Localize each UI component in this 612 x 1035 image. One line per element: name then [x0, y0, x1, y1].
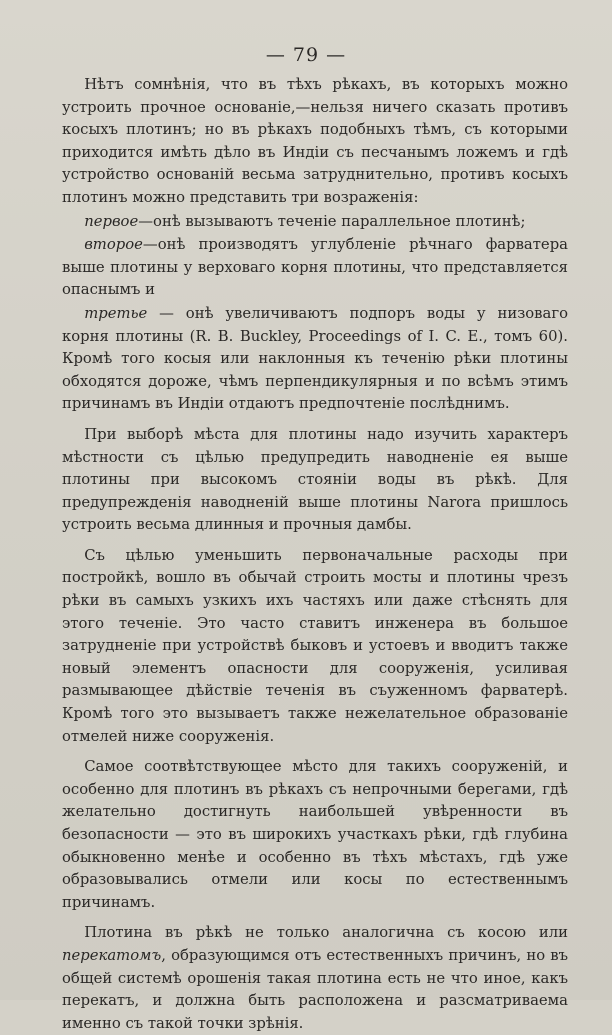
objection-first-text: —онѣ вызываютъ теченіе параллельное плотинѣ; [138, 212, 526, 230]
objection-third-text: — онѣ увеличиваютъ подпоръ воды у низоваго корня плотины (R. B. Buckley, Proceedings of I. C. E., томъ 60). Кромѣ того косыя или наклонныя къ теченію рѣки плотины обходятся дороже, чѣмъ перпендикулярныя и по всѣмъ этимъ причинамъ въ Индіи отдаютъ предпочтеніе послѣднимъ. [62, 304, 568, 413]
paragraph-site-selection [62, 424, 568, 537]
paragraph-narrow-channels-text: Съ цѣлью уменьшить первоначальные расходы при постройкѣ, вошло въ обычай строить мосты и плотины чрезъ рѣки въ самыхъ узкихъ ихъ частяхъ или даже стѣснять для этого теченіе. Это часто ставитъ инженера въ большое затрудненіе при устройствѣ быковъ и устоевъ и вводитъ также новый элементъ опасности для сооруженія, усиливая размывающее дѣйствіе теченія въ съуженномъ фарватерѣ. Кромѣ того это вызываетъ также нежелательное образованіе отмелей ниже сооруженія. [62, 546, 568, 745]
paragraph-dam-analogy-text: Плотина въ рѣкѣ не только аналогична съ косою или [84, 924, 568, 942]
body-text [62, 74, 568, 1035]
objection-third-label: третье [84, 304, 148, 322]
objection-second [62, 234, 568, 302]
paragraph-best-location [62, 756, 568, 914]
paragraph-best-location-text: Самое соотвѣтствующее мѣсто для такихъ сооруженій, и особенно для плотинъ въ рѣкахъ съ непрочными берегами, гдѣ желательно достигнуть наибольшей увѣренности въ безопасности — это въ широкихъ участкахъ рѣки, гдѣ глубина обыкновенно менѣе и особенно въ тѣхъ мѣстахъ, гдѣ уже образовывались отмели или косы по естественнымъ причинамъ. [62, 758, 568, 911]
objection-first [62, 211, 568, 234]
paragraph-1 [62, 74, 568, 210]
paragraph-narrow-channels [62, 545, 568, 748]
paragraph-site-selection-text: При выборѣ мѣста для плотины надо изучить характеръ мѣстности съ цѣлью предупредить наводненіе ея выше плотины при высокомъ стояніи воды въ рѣкѣ. Для предупрежденія наводненій выше плотины Narora пришлось устроить весьма длинныя и прочныя дамбы. [62, 425, 568, 534]
objection-third [62, 303, 568, 416]
objection-second-label: второе [84, 236, 143, 254]
paragraph-dam-analogy-italic: перекатомъ [62, 946, 162, 964]
objection-second-text: —онѣ производятъ углубленіе рѣчнаго фарватера выше плотины у верховаго корня плотины, что представляется опаснымъ и [62, 236, 568, 299]
objection-first-label: первое [84, 212, 139, 230]
paragraph-dam-analogy [62, 922, 568, 1035]
page-number: — 79 — [265, 44, 347, 66]
paragraph-1-text: Нѣтъ сомнѣнія, что въ тѣхъ рѣкахъ, въ которыхъ можно устроить прочное основаніе,—нельзя ничего сказать противъ косыхъ плотинъ; но въ рѣкахъ подобныхъ тѣмъ, съ которыми приходится имѣть дѣло въ Индіи съ песчанымъ ложемъ и гдѣ устройство основаній весьма затруднительно, противъ косыхъ плотинъ можно представить три возраженія: [62, 76, 568, 206]
paragraph-dam-analogy-tail: , образующимся отъ естественныхъ причинъ, но въ общей системѣ орошенія такая плотина есть не что иное, какъ перекатъ, и должна быть расположена и разсматриваема именно съ такой точки зрѣнія. [62, 946, 568, 1032]
